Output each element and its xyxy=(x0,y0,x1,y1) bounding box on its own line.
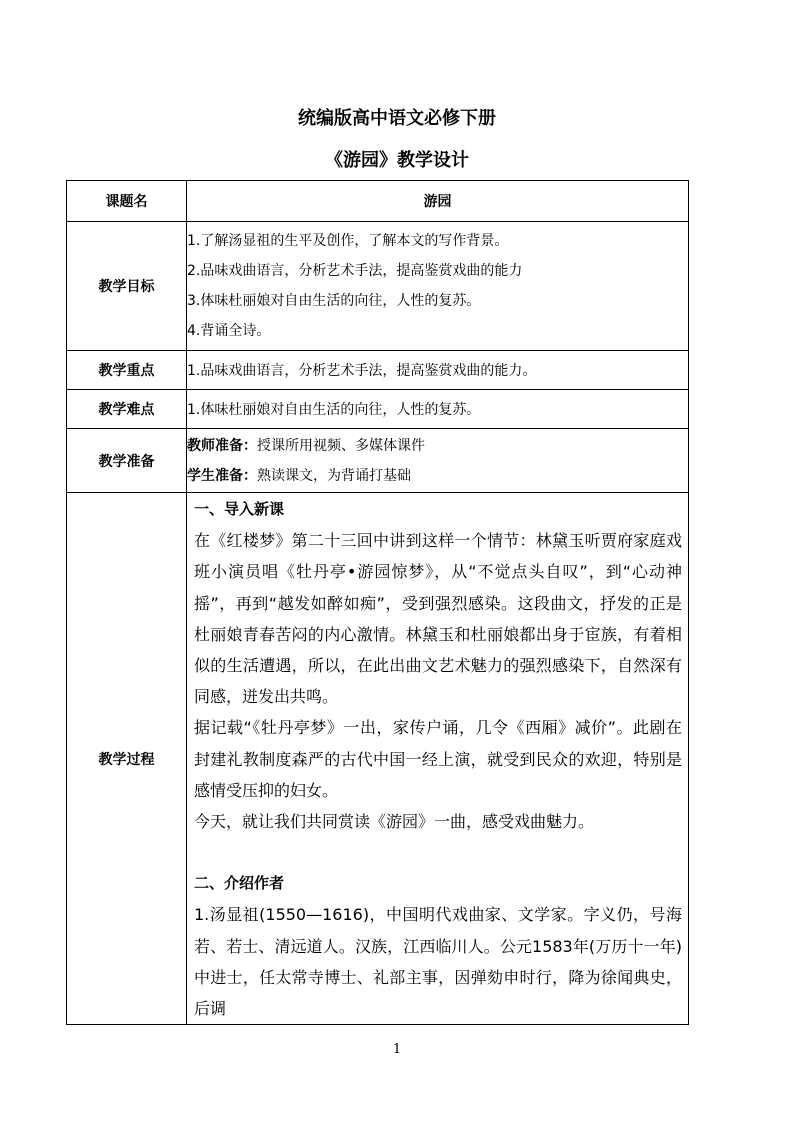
page-number: 1 xyxy=(392,1042,402,1057)
paragraph: 在《红楼梦》第二十三回中讲到这样一个情节：林黛玉听贾府家庭戏班小演员唱《牡丹亭•游园惊梦》，从“不觉点头自叹”，到“心动神摇”，再到“越发如醉如痴”，受到强烈感染。这段曲文，抒发的正是杜丽娘青春苦闷的内心激情。林黛玉和杜丽娘都出身于宦族，有着相似的生活遭遇，所以，在此出曲文艺术魅力的强烈感染下，自然深有同感，迸发出共鸣。 xyxy=(194,531,682,707)
goal-item: 3.体味杜丽娘对自由生活的向往，人性的复苏。 xyxy=(187,293,481,309)
spacer xyxy=(194,837,682,868)
key-points-value: 1.品味戏曲语言，分析艺术手法，提高鉴赏戏曲的能力。 xyxy=(187,351,689,390)
row-label-preparation: 教学准备 xyxy=(67,429,187,493)
goal-item: 2.品味戏曲语言，分析艺术手法，提高鉴赏戏曲的能力 xyxy=(187,263,523,279)
table-row-difficulties xyxy=(67,390,689,429)
row-label-process: 教学过程 xyxy=(67,493,187,1025)
table-row-goals xyxy=(67,222,689,351)
goals-list xyxy=(187,222,689,351)
section-heading: 一、导入新课 xyxy=(194,500,285,518)
paragraph: 1.汤显祖(1550—1616)，中国明代戏曲家、文学家。字义仍，号海若、若士、清远道人。汉族，江西临川人。公元1583年(万历十一年)中进士，任太常寺博士、礼部主事，因弹劾申时行，降为徐闻典史，后调 xyxy=(194,905,682,1019)
table-row-key-points xyxy=(67,351,689,390)
process-content xyxy=(187,493,689,1025)
difficulties-value: 1.体味杜丽娘对自由生活的向往，人性的复苏。 xyxy=(187,390,689,429)
teacher-prep-value: 授课所用视频、多媒体课件 xyxy=(257,437,425,454)
document-title: 统编版高中语文必修下册 xyxy=(298,108,496,129)
row-label-key-points: 教学重点 xyxy=(67,351,187,390)
preparation-content xyxy=(187,429,689,493)
goal-item: 1.了解汤显祖的生平及创作，了解本文的写作背景。 xyxy=(187,233,509,249)
paragraph: 据记载“《牡丹亭梦》一出，家传户诵，几令《西厢》减价”。此剧在封建礼教制度森严的古代中国一经上演，就受到民众的欢迎，特别是感情受压抑的妇女。 xyxy=(194,718,682,800)
topic-value: 游园 xyxy=(187,181,689,222)
row-label-difficulties: 教学难点 xyxy=(67,390,187,429)
paragraph: 今天，就让我们共同赏读《游园》一曲，感受戏曲魅力。 xyxy=(194,812,595,832)
table-row-process xyxy=(67,493,689,1025)
document-subtitle: 《游园》教学设计 xyxy=(325,150,469,171)
student-prep-label: 学生准备： xyxy=(187,467,257,484)
goal-item: 4.背诵全诗。 xyxy=(187,323,271,339)
row-label-goals: 教学目标 xyxy=(67,222,187,351)
teacher-prep-label: 教师准备： xyxy=(187,437,257,454)
table-row-topic xyxy=(67,181,689,222)
section-heading: 二、介绍作者 xyxy=(194,874,285,893)
lesson-plan-table xyxy=(66,180,689,1025)
student-prep-value: 熟读课文，为背诵打基础 xyxy=(257,467,411,484)
row-label-topic: 课题名 xyxy=(67,181,187,222)
table-row-preparation xyxy=(67,429,689,493)
